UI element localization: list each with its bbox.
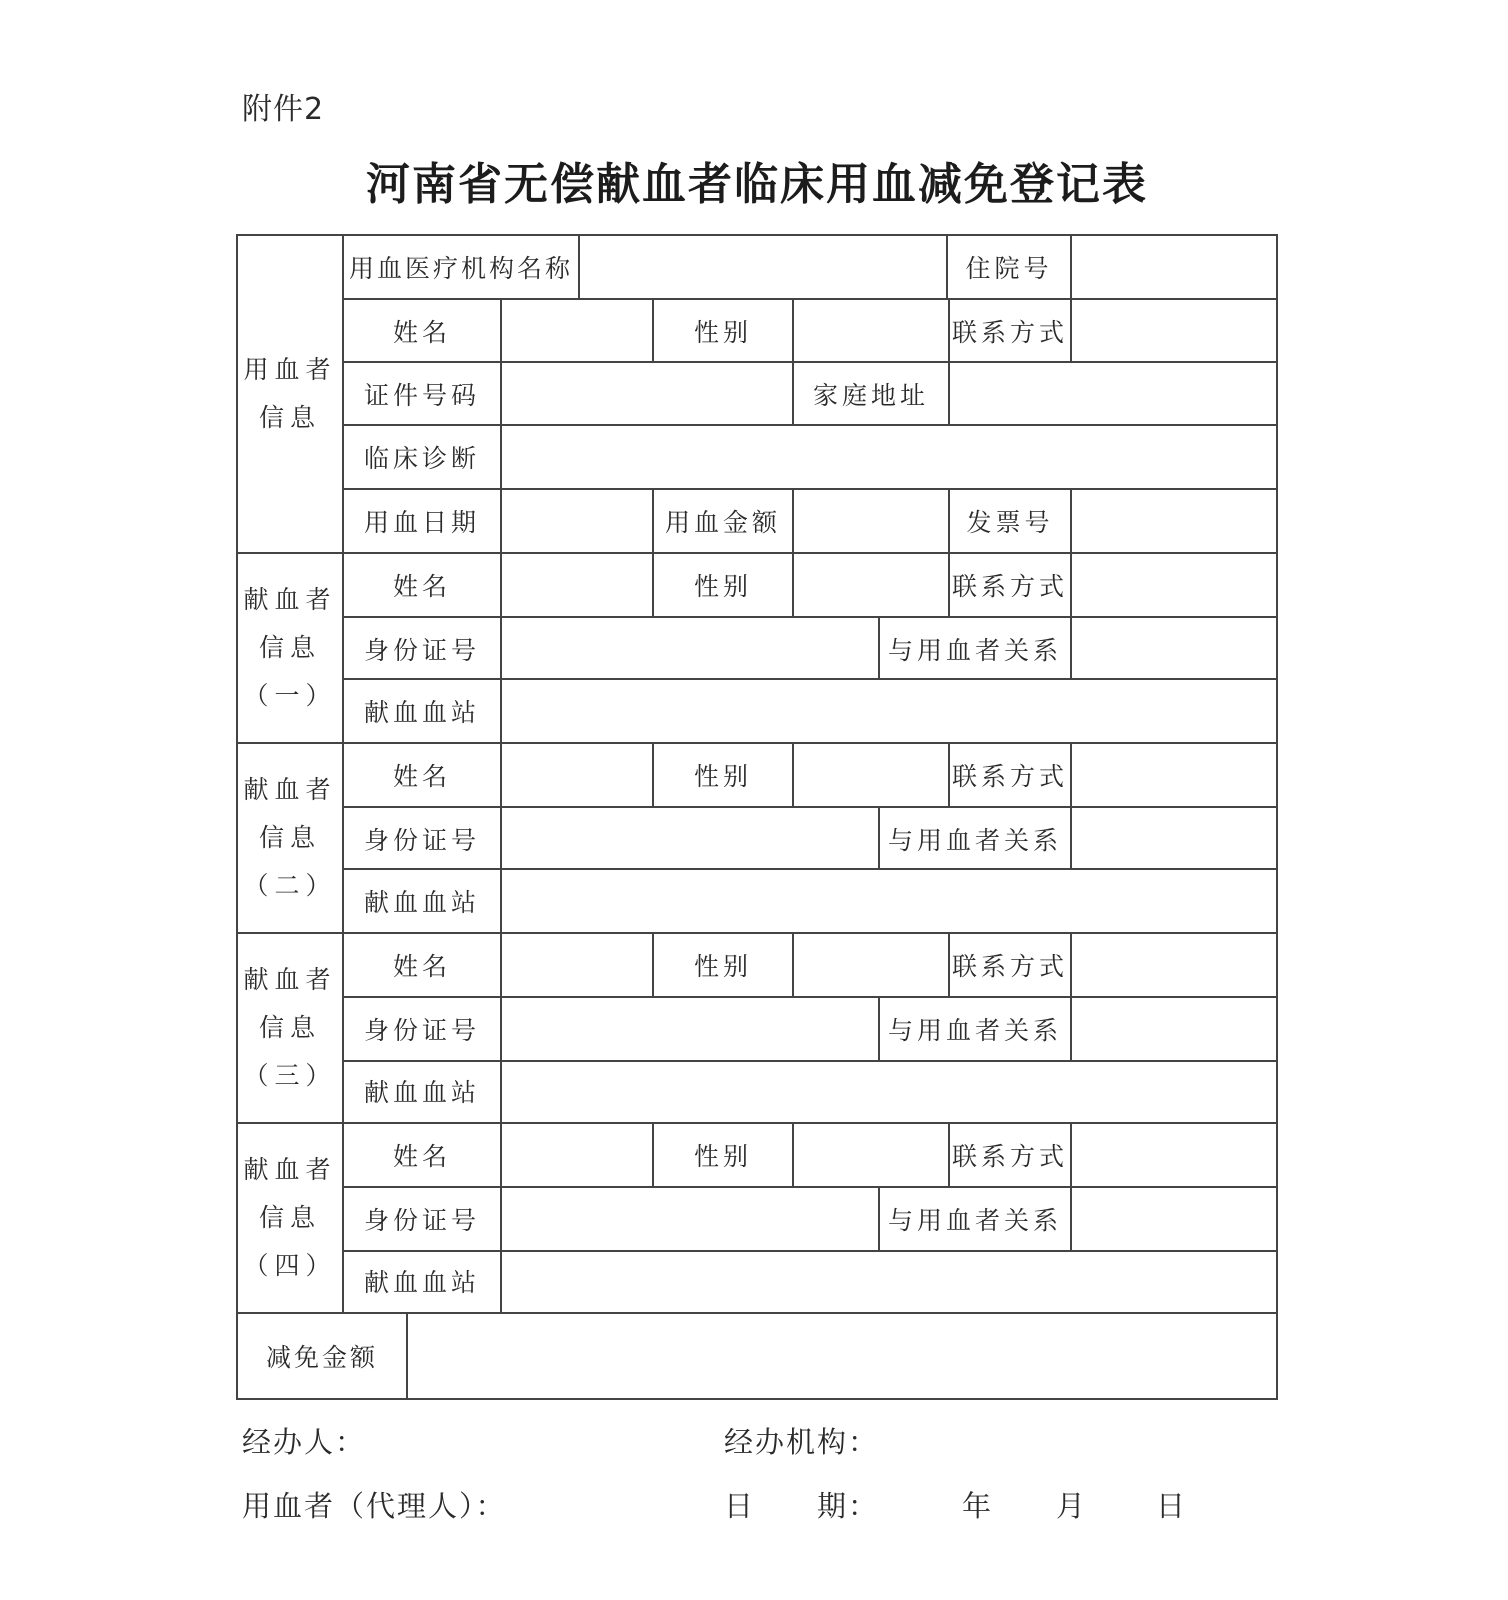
donor-gender-label: 性别 xyxy=(693,762,752,791)
donor-name-field[interactable] xyxy=(502,744,652,806)
donor-contact-label: 联系方式 xyxy=(951,762,1068,791)
donor-contact-field[interactable] xyxy=(1072,934,1276,996)
donor-station-label: 献血血站 xyxy=(363,698,480,727)
agent-line xyxy=(242,1484,507,1525)
day-label: 日 xyxy=(1156,1489,1188,1523)
donor-gender-field[interactable] xyxy=(794,554,948,616)
donor-name-label: 姓名 xyxy=(392,572,451,601)
donor-gender-label: 性别 xyxy=(693,1142,752,1171)
donor-relation-label: 与用血者关系 xyxy=(887,1206,1062,1235)
recipient-id-field[interactable] xyxy=(502,363,792,424)
recipient-gender-field[interactable] xyxy=(794,300,948,361)
diagnosis-label: 临床诊断 xyxy=(363,444,480,473)
transfusion-amount-field[interactable] xyxy=(794,490,948,552)
handler-line xyxy=(242,1420,366,1461)
recipient-contact-label: 联系方式 xyxy=(951,317,1068,347)
donor-gender-label: 性别 xyxy=(693,952,752,981)
donor-name-label: 姓名 xyxy=(392,1142,451,1171)
date-line xyxy=(724,1484,879,1525)
donor-id-field[interactable] xyxy=(502,1188,878,1250)
transfusion-amount-label: 用血金额 xyxy=(664,508,781,537)
registration-table xyxy=(236,234,1278,1400)
agency-label: 经办机构： xyxy=(724,1425,880,1459)
donor-name-field[interactable] xyxy=(502,1124,652,1186)
admission-no-field[interactable] xyxy=(1072,236,1276,298)
donor-section-label: 献血者 信息 （一） xyxy=(243,585,337,710)
attachment-label: 附件2 xyxy=(242,92,325,127)
donor-name-field[interactable] xyxy=(502,934,652,996)
donor-section-label: 献血者 信息 （三） xyxy=(243,965,337,1090)
donor-contact-label: 联系方式 xyxy=(951,952,1068,981)
recipient-address-field[interactable] xyxy=(950,363,1276,424)
recipient-section-label: 用血者 信息 xyxy=(243,355,337,432)
transfusion-date-label: 用血日期 xyxy=(363,508,480,537)
donor-contact-field[interactable] xyxy=(1072,1124,1276,1186)
donor-gender-label: 性别 xyxy=(693,572,752,601)
year-label: 年 xyxy=(962,1489,994,1523)
donor-gender-field[interactable] xyxy=(794,1124,948,1186)
recipient-id-label: 证件号码 xyxy=(363,380,480,410)
donor-station-field[interactable] xyxy=(502,870,1276,932)
donor-relation-field[interactable] xyxy=(1072,1188,1276,1250)
donor-section-label: 献血者 信息 （二） xyxy=(243,775,337,900)
recipient-address-label: 家庭地址 xyxy=(812,380,929,410)
donor-id-label: 身份证号 xyxy=(363,636,480,665)
donor-contact-field[interactable] xyxy=(1072,554,1276,616)
donor-id-field[interactable] xyxy=(502,808,878,870)
donor-relation-field[interactable] xyxy=(1072,998,1276,1060)
hospital-field[interactable] xyxy=(580,236,946,298)
donor-id-field[interactable] xyxy=(502,618,878,680)
donor-contact-label: 联系方式 xyxy=(951,572,1068,601)
donor-section-label: 献血者 信息 （四） xyxy=(243,1155,337,1280)
date-label: 日 期： xyxy=(724,1489,880,1523)
donor-contact-label: 联系方式 xyxy=(951,1142,1068,1171)
donor-station-label: 献血血站 xyxy=(363,888,480,917)
donor-id-field[interactable] xyxy=(502,998,878,1060)
relief-amount-field[interactable] xyxy=(408,1314,1276,1398)
donor-gender-field[interactable] xyxy=(794,934,948,996)
donor-name-label: 姓名 xyxy=(392,762,451,791)
donor-station-label: 献血血站 xyxy=(363,1078,480,1107)
hospital-label: 用血医疗机构名称 xyxy=(348,254,573,283)
recipient-gender-label: 性别 xyxy=(693,317,752,347)
invoice-no-field[interactable] xyxy=(1072,490,1276,552)
donor-id-label: 身份证号 xyxy=(363,826,480,855)
handler-label: 经办人： xyxy=(242,1425,367,1459)
recipient-name-label: 姓名 xyxy=(392,317,451,347)
donor-contact-field[interactable] xyxy=(1072,744,1276,806)
donor-relation-label: 与用血者关系 xyxy=(887,636,1062,665)
donor-relation-label: 与用血者关系 xyxy=(887,1016,1062,1045)
donor-relation-label: 与用血者关系 xyxy=(887,826,1062,855)
donor-station-field[interactable] xyxy=(502,1060,1276,1122)
recipient-contact-field[interactable] xyxy=(1072,300,1276,361)
donor-id-label: 身份证号 xyxy=(363,1016,480,1045)
donor-station-field[interactable] xyxy=(502,1250,1276,1312)
donor-station-label: 献血血站 xyxy=(363,1268,480,1297)
month-label: 月 xyxy=(1056,1489,1088,1523)
donor-name-field[interactable] xyxy=(502,554,652,616)
donor-station-field[interactable] xyxy=(502,680,1276,742)
donor-id-label: 身份证号 xyxy=(363,1206,480,1235)
donor-name-label: 姓名 xyxy=(392,952,451,981)
donor-relation-field[interactable] xyxy=(1072,618,1276,680)
form-title: 河南省无偿献血者临床用血减免登记表 xyxy=(366,159,1148,210)
relief-amount-label: 减免金额 xyxy=(265,1343,378,1372)
recipient-name-field[interactable] xyxy=(502,300,652,361)
donor-gender-field[interactable] xyxy=(794,744,948,806)
admission-no-label: 住院号 xyxy=(965,254,1053,283)
invoice-no-label: 发票号 xyxy=(966,508,1054,537)
agency-line xyxy=(724,1420,879,1461)
agent-label: 用血者（代理人）： xyxy=(242,1489,507,1523)
diagnosis-field[interactable] xyxy=(502,426,1276,488)
donor-relation-field[interactable] xyxy=(1072,808,1276,870)
transfusion-date-field[interactable] xyxy=(502,490,652,552)
